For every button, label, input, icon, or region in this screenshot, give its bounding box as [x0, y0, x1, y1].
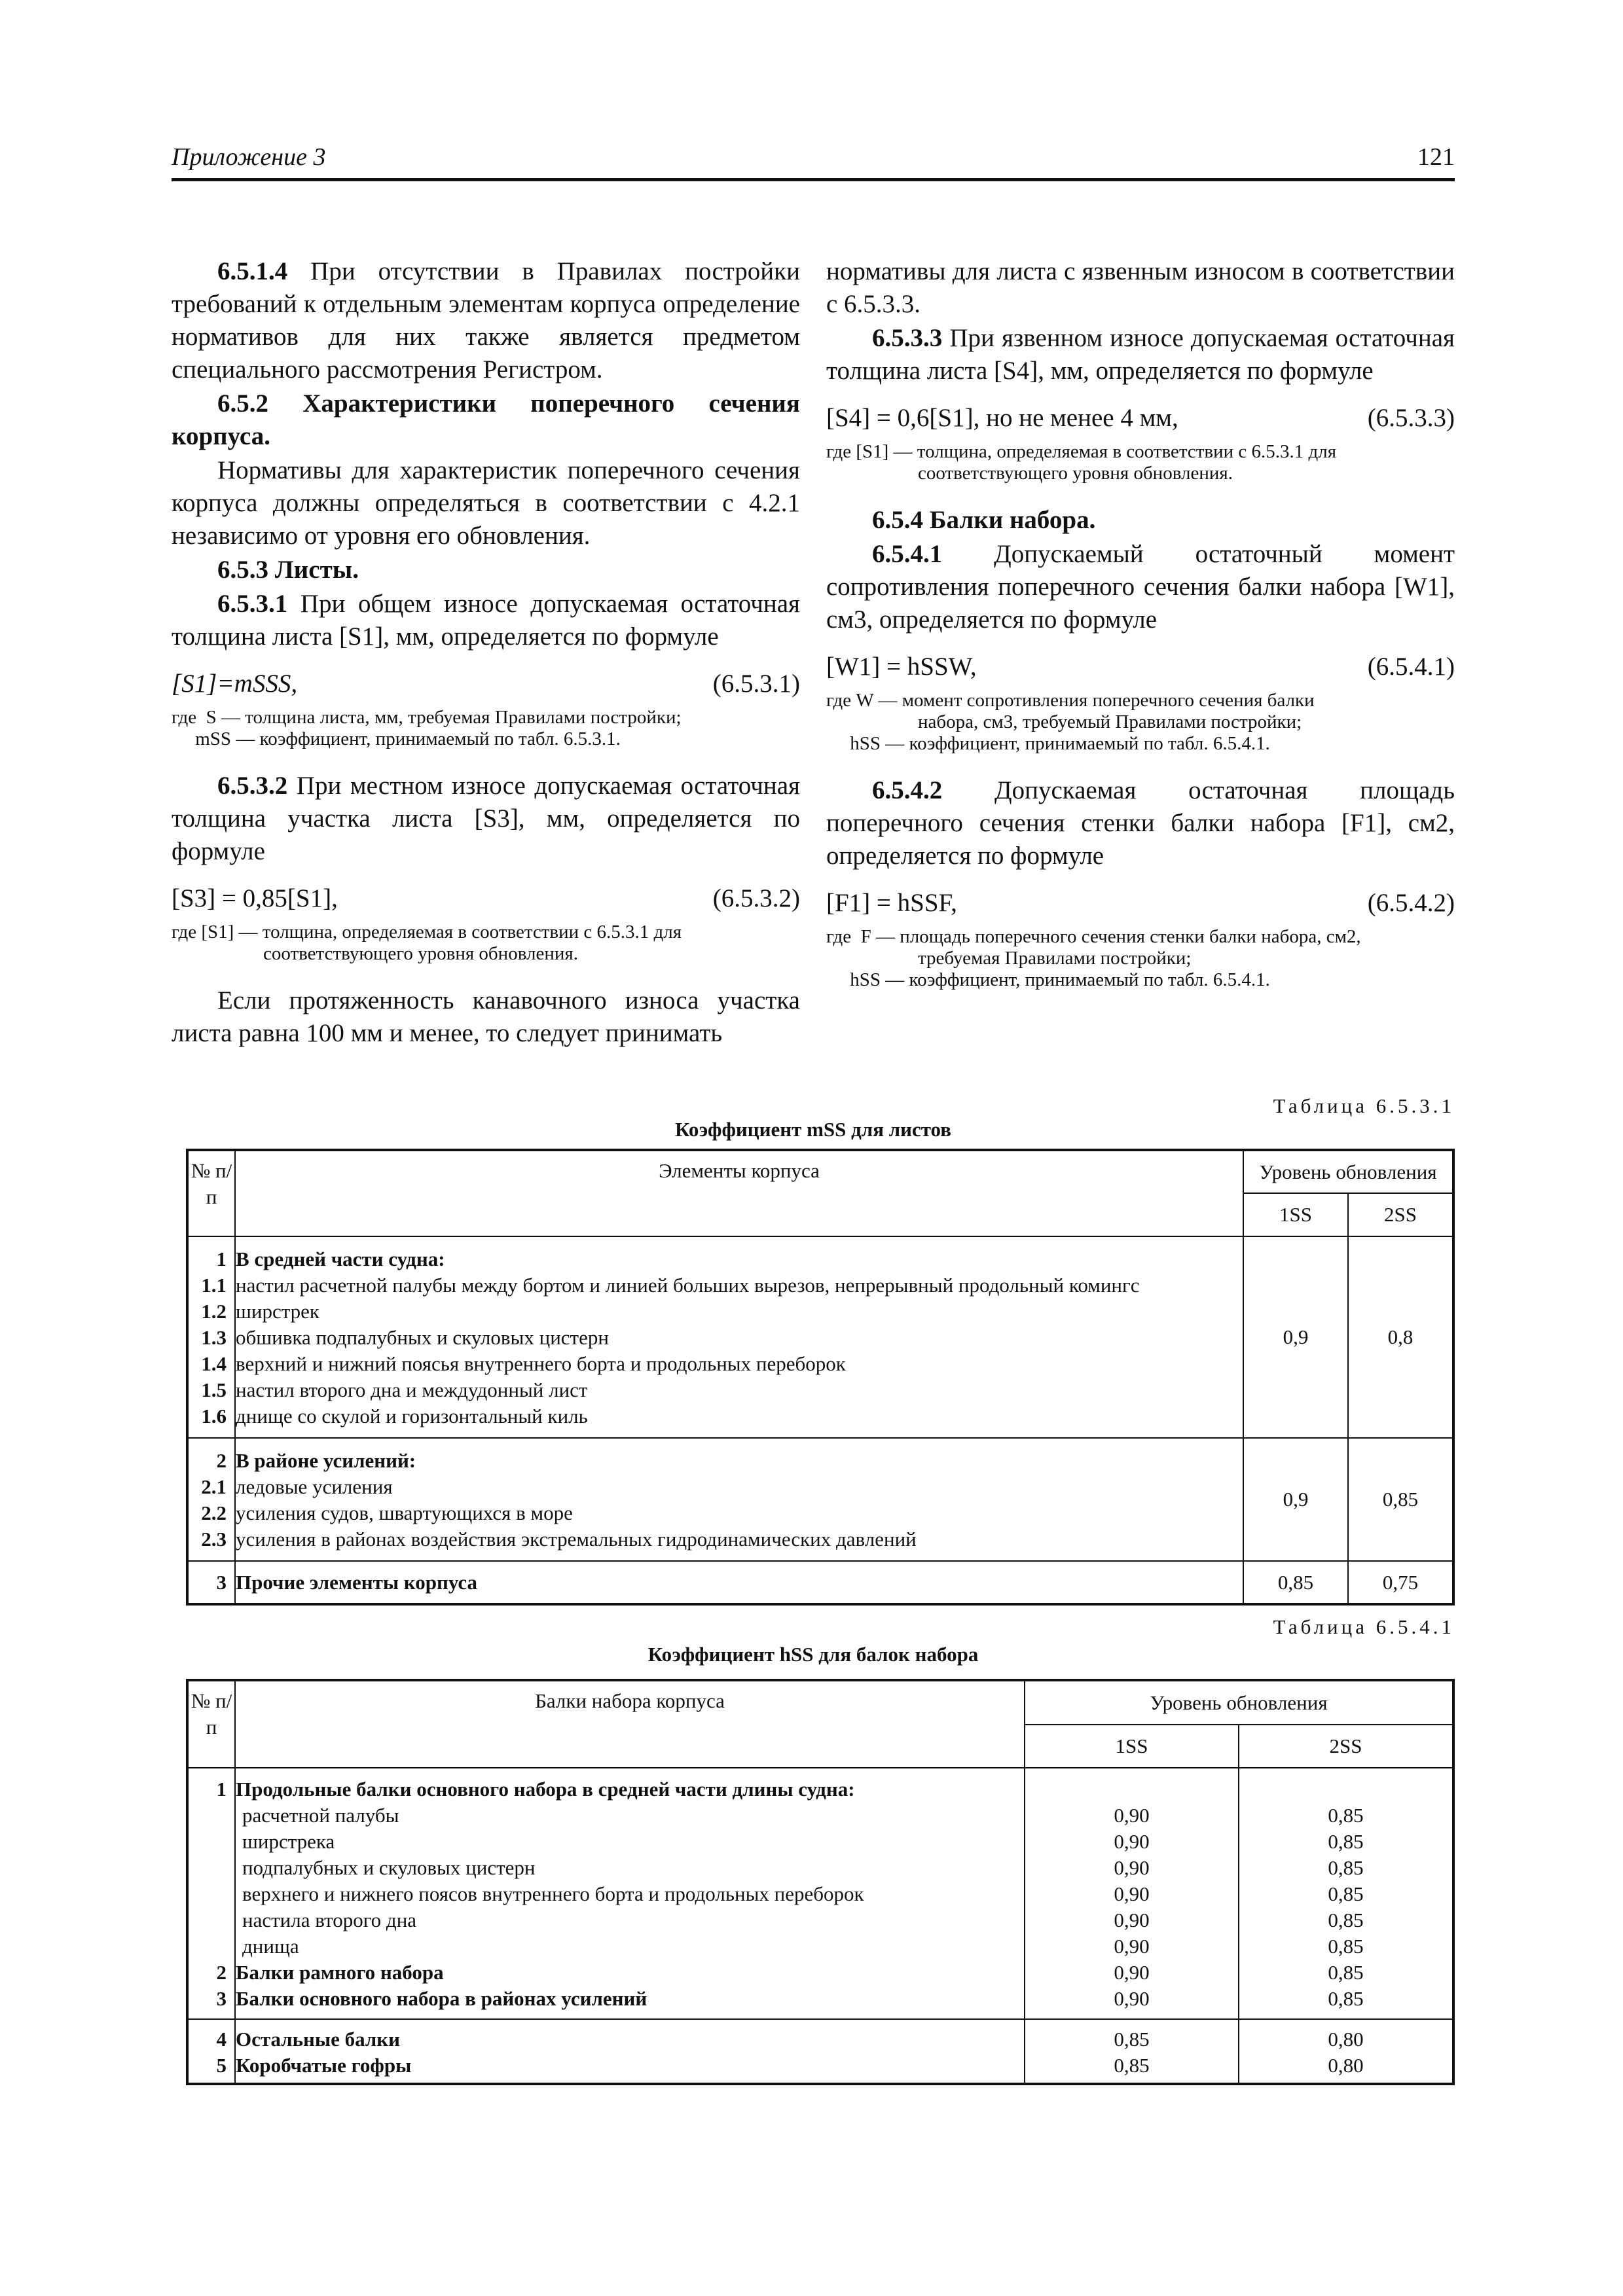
row-items — [235, 1438, 1243, 1561]
legend-key: hSS — — [826, 969, 909, 990]
row-number: 3 — [216, 1987, 227, 2010]
header-elements: Элементы корпуса — [235, 1150, 1243, 1236]
right-column — [826, 255, 1455, 1011]
row-item: усиления в районах воздействия экстремальных гидродинамических давлений — [236, 1528, 917, 1551]
row-numbers — [187, 2019, 235, 2084]
header-2ss: 2SS — [1348, 1193, 1453, 1236]
row-item: подпалубных и скуловых цистерн — [242, 1856, 536, 1879]
value-2ss: 0,85 — [1328, 1804, 1364, 1827]
paragraph-6-5-4-2 — [826, 774, 1455, 872]
formula-legend-6-5-4-2 — [826, 926, 1455, 991]
heading-6-5-2: 6.5.2 Характеристики поперечного сечения корпуса. — [172, 389, 800, 450]
value-1ss: 0,85 — [1114, 2028, 1150, 2051]
row-item: настил расчетной палубы между бортом и линией больших вырезов, непрерывный продольный комингс — [236, 1274, 1140, 1297]
row-number: 1.6 — [201, 1405, 227, 1427]
formula-legend-6-5-3-1 — [172, 707, 800, 750]
value-1ss: 0,90 — [1114, 1830, 1150, 1853]
formula-6-5-3-1 — [172, 668, 800, 700]
legend-key: mSS — — [172, 728, 260, 749]
table-row — [187, 2019, 1453, 2084]
formula-number: (6.5.3.2) — [712, 884, 800, 912]
row-item: Балки рамного набора — [236, 1961, 444, 1984]
values-1ss — [1025, 1768, 1239, 2019]
running-title: Приложение 3 — [172, 143, 326, 171]
legend-key: где [S1] — — [172, 922, 263, 942]
value-1ss: 0,90 — [1114, 1987, 1150, 2010]
table-6-5-3-1 — [186, 1149, 1455, 1605]
header-1ss: 1SS — [1025, 1725, 1239, 1768]
value-2ss: 0,75 — [1348, 1561, 1453, 1604]
legend-text: требуемая Правилами постройки; — [918, 948, 1192, 969]
value-1ss: 0,90 — [1114, 1804, 1150, 1827]
formula-number: (6.5.4.1) — [1367, 653, 1455, 681]
row-item: настил второго дна и междудонный лист — [236, 1378, 588, 1401]
row-number: 4 — [216, 2028, 227, 2051]
formula-expression: [S3] = 0,85[S1], — [172, 884, 338, 912]
value-1ss: 0,90 — [1114, 1882, 1150, 1905]
row-number: 1 — [216, 1247, 227, 1270]
row-item: настила второго дна — [242, 1909, 417, 1931]
row-numbers — [187, 1768, 235, 2019]
value-1ss — [1025, 1776, 1238, 1803]
values-2ss — [1239, 1768, 1453, 2019]
row-number: 2.2 — [201, 1501, 227, 1524]
formula-6-5-3-3 — [826, 402, 1455, 435]
row-number: 1.3 — [201, 1326, 227, 1349]
formula-expression: [S1]=mSSS, — [172, 670, 298, 698]
row-item: верхний и нижний поясья внутреннего борта и продольных переборок — [236, 1352, 846, 1375]
legend-key: где S — — [172, 707, 246, 728]
row-number — [189, 1933, 227, 1960]
paragraph-6-5-3-3 — [826, 322, 1455, 387]
row-item: Коробчатые гофры — [236, 2054, 412, 2077]
paragraph-text: Допускаемая остаточная площадь поперечного сечения стенки балки набора [F1], см2, определяется по формуле — [826, 776, 1455, 870]
clause-number: 6.5.1.4 — [217, 257, 288, 285]
table-6-5-4-1 — [186, 1679, 1455, 2085]
header-2ss: 2SS — [1239, 1725, 1453, 1768]
paragraph-text: Допускаемый остаточный момент сопротивления поперечного сечения балки набора [W1], см3, определяется по формуле — [826, 540, 1455, 634]
value-1ss: 0,85 — [1114, 2054, 1150, 2077]
table-caption-6-5-3-1: Коэффициент mSS для листов — [674, 1118, 952, 1141]
table-row — [187, 1768, 1453, 2019]
formula-expression: [S4] = 0,6[S1], но не менее 4 мм, — [826, 404, 1178, 432]
legend-key: где W — — [826, 690, 902, 711]
legend-key: hSS — — [826, 733, 909, 754]
header-number: № п/п — [187, 1150, 235, 1236]
page-number: 121 — [1417, 143, 1455, 171]
value-2ss: 0,85 — [1328, 1830, 1364, 1853]
formula-number: (6.5.3.3) — [1367, 404, 1455, 432]
row-item: ширстрек — [236, 1300, 319, 1323]
value-1ss: 0,85 — [1243, 1561, 1348, 1604]
row-number: 3 — [187, 1561, 235, 1604]
legend-text: толщина, определяемая в соответствии с 6.5.3.1 для — [917, 441, 1337, 462]
legend-text: набора, см3, требуемый Правилами постройки; — [918, 711, 1302, 732]
value-2ss: 0,85 — [1328, 1882, 1364, 1905]
row-number: 1.2 — [201, 1300, 227, 1323]
table-row — [187, 1561, 1453, 1604]
row-item: верхнего и нижнего поясов внутреннего борта и продольных переборок — [242, 1882, 864, 1905]
value-2ss: 0,8 — [1348, 1236, 1453, 1438]
legend-text: момент сопротивления поперечного сечения балки — [902, 690, 1315, 711]
row-item: ширстрека — [242, 1830, 335, 1853]
paragraph-text: При местном износе допускаемая остаточная толщина участка листа [S3], мм, определяется по формуле — [172, 772, 800, 865]
formula-legend-6-5-3-3 — [826, 441, 1455, 484]
row-item: Балки основного набора в районах усилений — [236, 1987, 647, 2010]
legend-text: толщина, определяемая в соответствии с 6.5.3.1 для — [262, 922, 682, 942]
paragraph-text: При язвенном износе допускаемая остаточная толщина листа [S4], мм, определяется по формуле — [826, 324, 1455, 385]
formula-legend-6-5-4-1 — [826, 690, 1455, 755]
row-number: 1 — [216, 1778, 227, 1801]
table-row — [187, 1438, 1453, 1561]
legend-text: соответствующего уровня обновления. — [263, 943, 578, 964]
clause-number: 6.5.4.1 — [872, 540, 943, 568]
values-1ss — [1025, 2019, 1239, 2084]
row-items — [235, 1768, 1025, 2019]
paragraph-6-5-3-1 — [172, 588, 800, 653]
value-2ss: 0,85 — [1328, 1935, 1364, 1958]
value-1ss: 0,90 — [1114, 1909, 1150, 1931]
table-row — [187, 1236, 1453, 1438]
value-2ss: 0,85 — [1328, 1856, 1364, 1879]
header-level: Уровень обновления — [1025, 1680, 1453, 1725]
legend-text: соответствующего уровня обновления. — [918, 463, 1233, 484]
value-2ss — [1239, 1776, 1452, 1803]
values-2ss — [1239, 2019, 1453, 2084]
row-number: 2.3 — [201, 1528, 227, 1551]
legend-key: где F — — [826, 926, 900, 947]
row-item: Прочие элементы корпуса — [235, 1561, 1243, 1604]
value-1ss: 0,90 — [1114, 1935, 1150, 1958]
clause-number: 6.5.3.1 — [217, 590, 288, 618]
page-header — [172, 143, 1455, 181]
row-item: ледовые усиления — [236, 1475, 393, 1498]
row-numbers — [187, 1236, 235, 1438]
header-1ss: 1SS — [1243, 1193, 1348, 1236]
row-number: 5 — [216, 2054, 227, 2077]
row-number: 1.4 — [201, 1352, 227, 1375]
value-2ss: 0,85 — [1328, 1961, 1364, 1984]
value-2ss: 0,80 — [1328, 2028, 1364, 2051]
row-number: 2.1 — [201, 1475, 227, 1498]
row-number — [189, 1803, 227, 1829]
row-number: 2 — [216, 1961, 227, 1984]
legend-key: где [S1] — — [826, 441, 917, 462]
formula-legend-6-5-3-2 — [172, 922, 800, 965]
row-numbers — [187, 1438, 235, 1561]
legend-text: коэффициент, принимаемый по табл. 6.5.4.1. — [909, 969, 1270, 990]
formula-expression: [W1] = hSSW, — [826, 653, 977, 681]
row-number: 1.1 — [201, 1274, 227, 1297]
row-items — [235, 1236, 1243, 1438]
header-number: № п/п — [187, 1680, 235, 1768]
value-2ss: 0,80 — [1328, 2054, 1364, 2077]
formula-number: (6.5.4.2) — [1367, 889, 1455, 917]
value-2ss: 0,85 — [1328, 1987, 1364, 2010]
row-number: 1.5 — [201, 1378, 227, 1401]
group-heading: Продольные балки основного набора в средней части длины судна: — [236, 1778, 855, 1801]
formula-number: (6.5.3.1) — [712, 670, 800, 698]
clause-number: 6.5.3.3 — [872, 324, 943, 352]
value-1ss: 0,9 — [1243, 1438, 1348, 1561]
row-item: расчетной палубы — [242, 1804, 399, 1827]
row-number — [189, 1881, 227, 1907]
header-beams: Балки набора корпуса — [235, 1680, 1025, 1768]
table-label-6-5-3-1: Таблица 6.5.3.1 — [1273, 1094, 1455, 1117]
left-column — [172, 255, 800, 1051]
clause-number: 6.5.4.2 — [872, 776, 943, 804]
legend-text: коэффициент, принимаемый по табл. 6.5.4.1. — [909, 733, 1270, 754]
header-level: Уровень обновления — [1243, 1150, 1453, 1193]
table-caption-6-5-4-1: Коэффициент hSS для балок набора — [647, 1643, 979, 1666]
paragraph-text: При общем износе допускаемая остаточная толщина листа [S1], мм, определяется по формуле — [172, 590, 800, 651]
clause-number: 6.5.3.2 — [217, 772, 288, 800]
formula-6-5-4-2 — [826, 887, 1455, 920]
group-heading: В средней части судна: — [236, 1247, 445, 1270]
paragraph-6-5-1-4 — [172, 255, 800, 386]
legend-text: площадь поперечного сечения стенки балки набора, см2, — [900, 926, 1361, 947]
value-1ss: 0,9 — [1243, 1236, 1348, 1438]
group-heading: В районе усилений: — [236, 1449, 416, 1472]
legend-text: толщина листа, мм, требуемая Правилами постройки; — [245, 707, 682, 728]
heading-6-5-3: 6.5.3 Листы. — [217, 556, 359, 584]
value-1ss: 0,90 — [1114, 1856, 1150, 1879]
heading-6-5-4: 6.5.4 Балки набора. — [872, 506, 1096, 534]
value-2ss: 0,85 — [1328, 1909, 1364, 1931]
paragraph-text: При отсутствии в Правилах постройки требований к отдельным элементам корпуса определение нормативов для них также является предметом специального рассмотрения Регистром. — [172, 257, 800, 384]
row-number: 2 — [216, 1449, 227, 1472]
value-1ss: 0,90 — [1114, 1961, 1150, 1984]
row-item: усиления судов, швартующихся в море — [236, 1501, 573, 1524]
row-number — [189, 1907, 227, 1933]
row-items — [235, 2019, 1025, 2084]
paragraph-continuation: нормативы для листа с язвенным износом в соответствии с 6.5.3.3. — [826, 257, 1455, 318]
paragraph-6-5-2: Нормативы для характеристик поперечного сечения корпуса должны определяться в соответствии с 4.2.1 независимо от уровня его обновления. — [172, 456, 800, 550]
row-item: днища — [242, 1935, 299, 1958]
value-2ss: 0,85 — [1348, 1438, 1453, 1561]
paragraph-channel-wear: Если протяженность канавочного износа участка листа равна 100 мм и менее, то следует принимать — [172, 986, 800, 1047]
row-item: Остальные балки — [236, 2028, 400, 2051]
formula-expression: [F1] = hSSF, — [826, 889, 957, 917]
legend-text: коэффициент, принимаемый по табл. 6.5.3.1. — [259, 728, 621, 749]
formula-6-5-3-2 — [172, 882, 800, 915]
row-item: обшивка подпалубных и скуловых цистерн — [236, 1326, 609, 1349]
formula-6-5-4-1 — [826, 651, 1455, 683]
row-item: днище со скулой и горизонтальный киль — [236, 1405, 588, 1427]
paragraph-6-5-3-2 — [172, 770, 800, 868]
row-number — [189, 1855, 227, 1881]
table-label-6-5-4-1: Таблица 6.5.4.1 — [1273, 1615, 1455, 1638]
row-number — [189, 1829, 227, 1855]
paragraph-6-5-4-1 — [826, 538, 1455, 636]
